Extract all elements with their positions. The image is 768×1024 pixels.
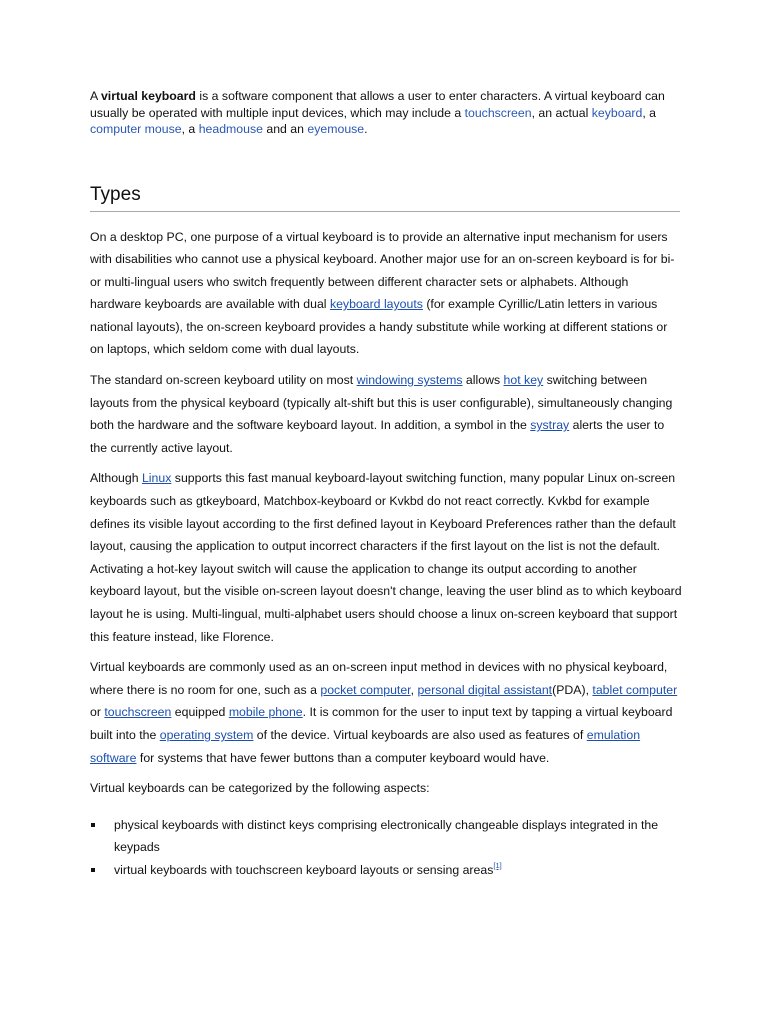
aspects-list (90, 814, 682, 882)
paragraph-text: On a desktop PC, one purpose of a virtual keyboard is to provide an alternative input mechanism for users with disabilities who cannot use a physical keyboard. Another major use for an on-screen keyboard is for bi- or multi-lingual users who switch frequently between different character sets or alphabets. Although hardware keyboards are available with dual (90, 229, 675, 312)
reference-superscript (493, 861, 501, 870)
intro-text: and an (262, 122, 308, 136)
bullet-square-icon (91, 823, 95, 827)
bullet-square-icon (91, 868, 95, 872)
link-computer-mouse[interactable]: computer mouse (90, 122, 182, 136)
paragraph-text: or (90, 705, 105, 720)
paragraph-text: alerts the user to the currently active layout. (90, 418, 665, 455)
paragraph-standard-utility (90, 369, 682, 459)
intro-paragraph (90, 88, 682, 138)
paragraph-text: switching between layouts from the physical keyboard (typically alt-shift but this is user configurable), simultaneously changing both the hardware and the software keyboard layout. In addition, a symbol in the (90, 373, 673, 433)
paragraph-text: for systems that have fewer buttons than a computer keyboard would have. (136, 750, 550, 765)
intro-term: virtual keyboard (100, 89, 196, 103)
link-headmouse[interactable]: headmouse (198, 122, 263, 136)
list-item (90, 859, 682, 882)
paragraph-text: allows (462, 373, 504, 388)
paragraph-text: , (410, 682, 418, 697)
link-touchscreen[interactable]: touchscreen (464, 105, 532, 120)
section-heading-types: Types (90, 183, 680, 212)
link-keyboard-layouts[interactable]: keyboard layouts (329, 297, 423, 312)
link-operating-system[interactable]: operating system (159, 727, 254, 742)
paragraph-text: The standard on-screen keyboard utility on most (90, 373, 357, 388)
intro-text: , a (181, 122, 199, 136)
paragraph-categories-intro: Virtual keyboards can be categorized by the following aspects: (90, 781, 430, 796)
paragraph-text: (for example Cyrillic/Latin letters in various national layouts), the on-screen keyboard provides a handy substitute while working at different stations or on laptops, which seldom come with dual layouts. (90, 297, 668, 357)
section-body (90, 226, 682, 882)
paragraph-text: of the device. Virtual keyboards are also used as features of (253, 727, 587, 742)
paragraph-text: equipped (171, 705, 229, 720)
link-personal-digital-assistant[interactable]: personal digital assistant (417, 682, 553, 697)
link-pocket-computer[interactable]: pocket computer (320, 682, 411, 697)
link-touchscreen[interactable]: touchscreen (104, 705, 172, 720)
list-item (90, 814, 682, 859)
link-eyemouse[interactable]: eyemouse (307, 122, 365, 136)
reference-link[interactable]: [1] (493, 860, 502, 870)
list-item-text: virtual keyboards with touchscreen keyboard layouts or sensing areas (114, 862, 494, 877)
intro-text: , a (642, 105, 657, 120)
article-content (90, 88, 682, 882)
paragraph-text: (PDA), (552, 682, 593, 697)
paragraph-desktop-pc (90, 226, 682, 362)
intro-text: . (364, 122, 368, 136)
link-mobile-phone[interactable]: mobile phone (228, 705, 303, 720)
paragraph-text: Virtual keyboards are commonly used as an on-screen input method in devices with no physical keyboard, where there is no room for one, such as a (90, 660, 668, 697)
link-windowing-systems[interactable]: windowing systems (356, 373, 463, 388)
intro-text: A (90, 89, 101, 103)
intro-text: , an actual (531, 105, 592, 120)
link-hot-key[interactable]: hot key (503, 373, 544, 388)
link-systray[interactable]: systray (530, 418, 570, 433)
intro-text: is a software component that allows a user to enter characters. A virtual keyboard can usually be operated with multiple input devices, which may include a (90, 89, 665, 120)
paragraph-text: supports this fast manual keyboard-layout switching function, many popular Linux on-screen keyboards such as gtkeyboard, Matchbox-keyboard or Kvkbd do not react correctly. Kvkbd for example defines its visible layout according to the first defined layout in Keyboard Preferences rather than the default layout, causing the application to output incorrect characters if the first layout on the list is not the default. Activating a hot-key layout switch will cause the application to change its output according to another keyboard layout, but the visible on-screen layout doesn't change, leaving the user blind as to which keyboard layout he is using. Multi-lingual, multi-alphabet users should choose a linux on-screen keyboard that support this feature instead, like Florence. (90, 471, 682, 644)
link-keyboard[interactable]: keyboard (591, 105, 643, 120)
paragraph-text: . It is common for the user to input text by tapping a virtual keyboard built into the (90, 705, 673, 742)
link-emulation-software[interactable]: emulation software (90, 727, 641, 765)
link-tablet-computer[interactable]: tablet computer (592, 682, 678, 697)
link-linux[interactable]: Linux (141, 471, 172, 486)
paragraph-text: Although (90, 471, 142, 486)
paragraph-devices (90, 656, 682, 769)
paragraph-linux (90, 467, 682, 648)
list-item-text: physical keyboards with distinct keys comprising electronically changeable displays integrated in the keypads (114, 817, 659, 855)
